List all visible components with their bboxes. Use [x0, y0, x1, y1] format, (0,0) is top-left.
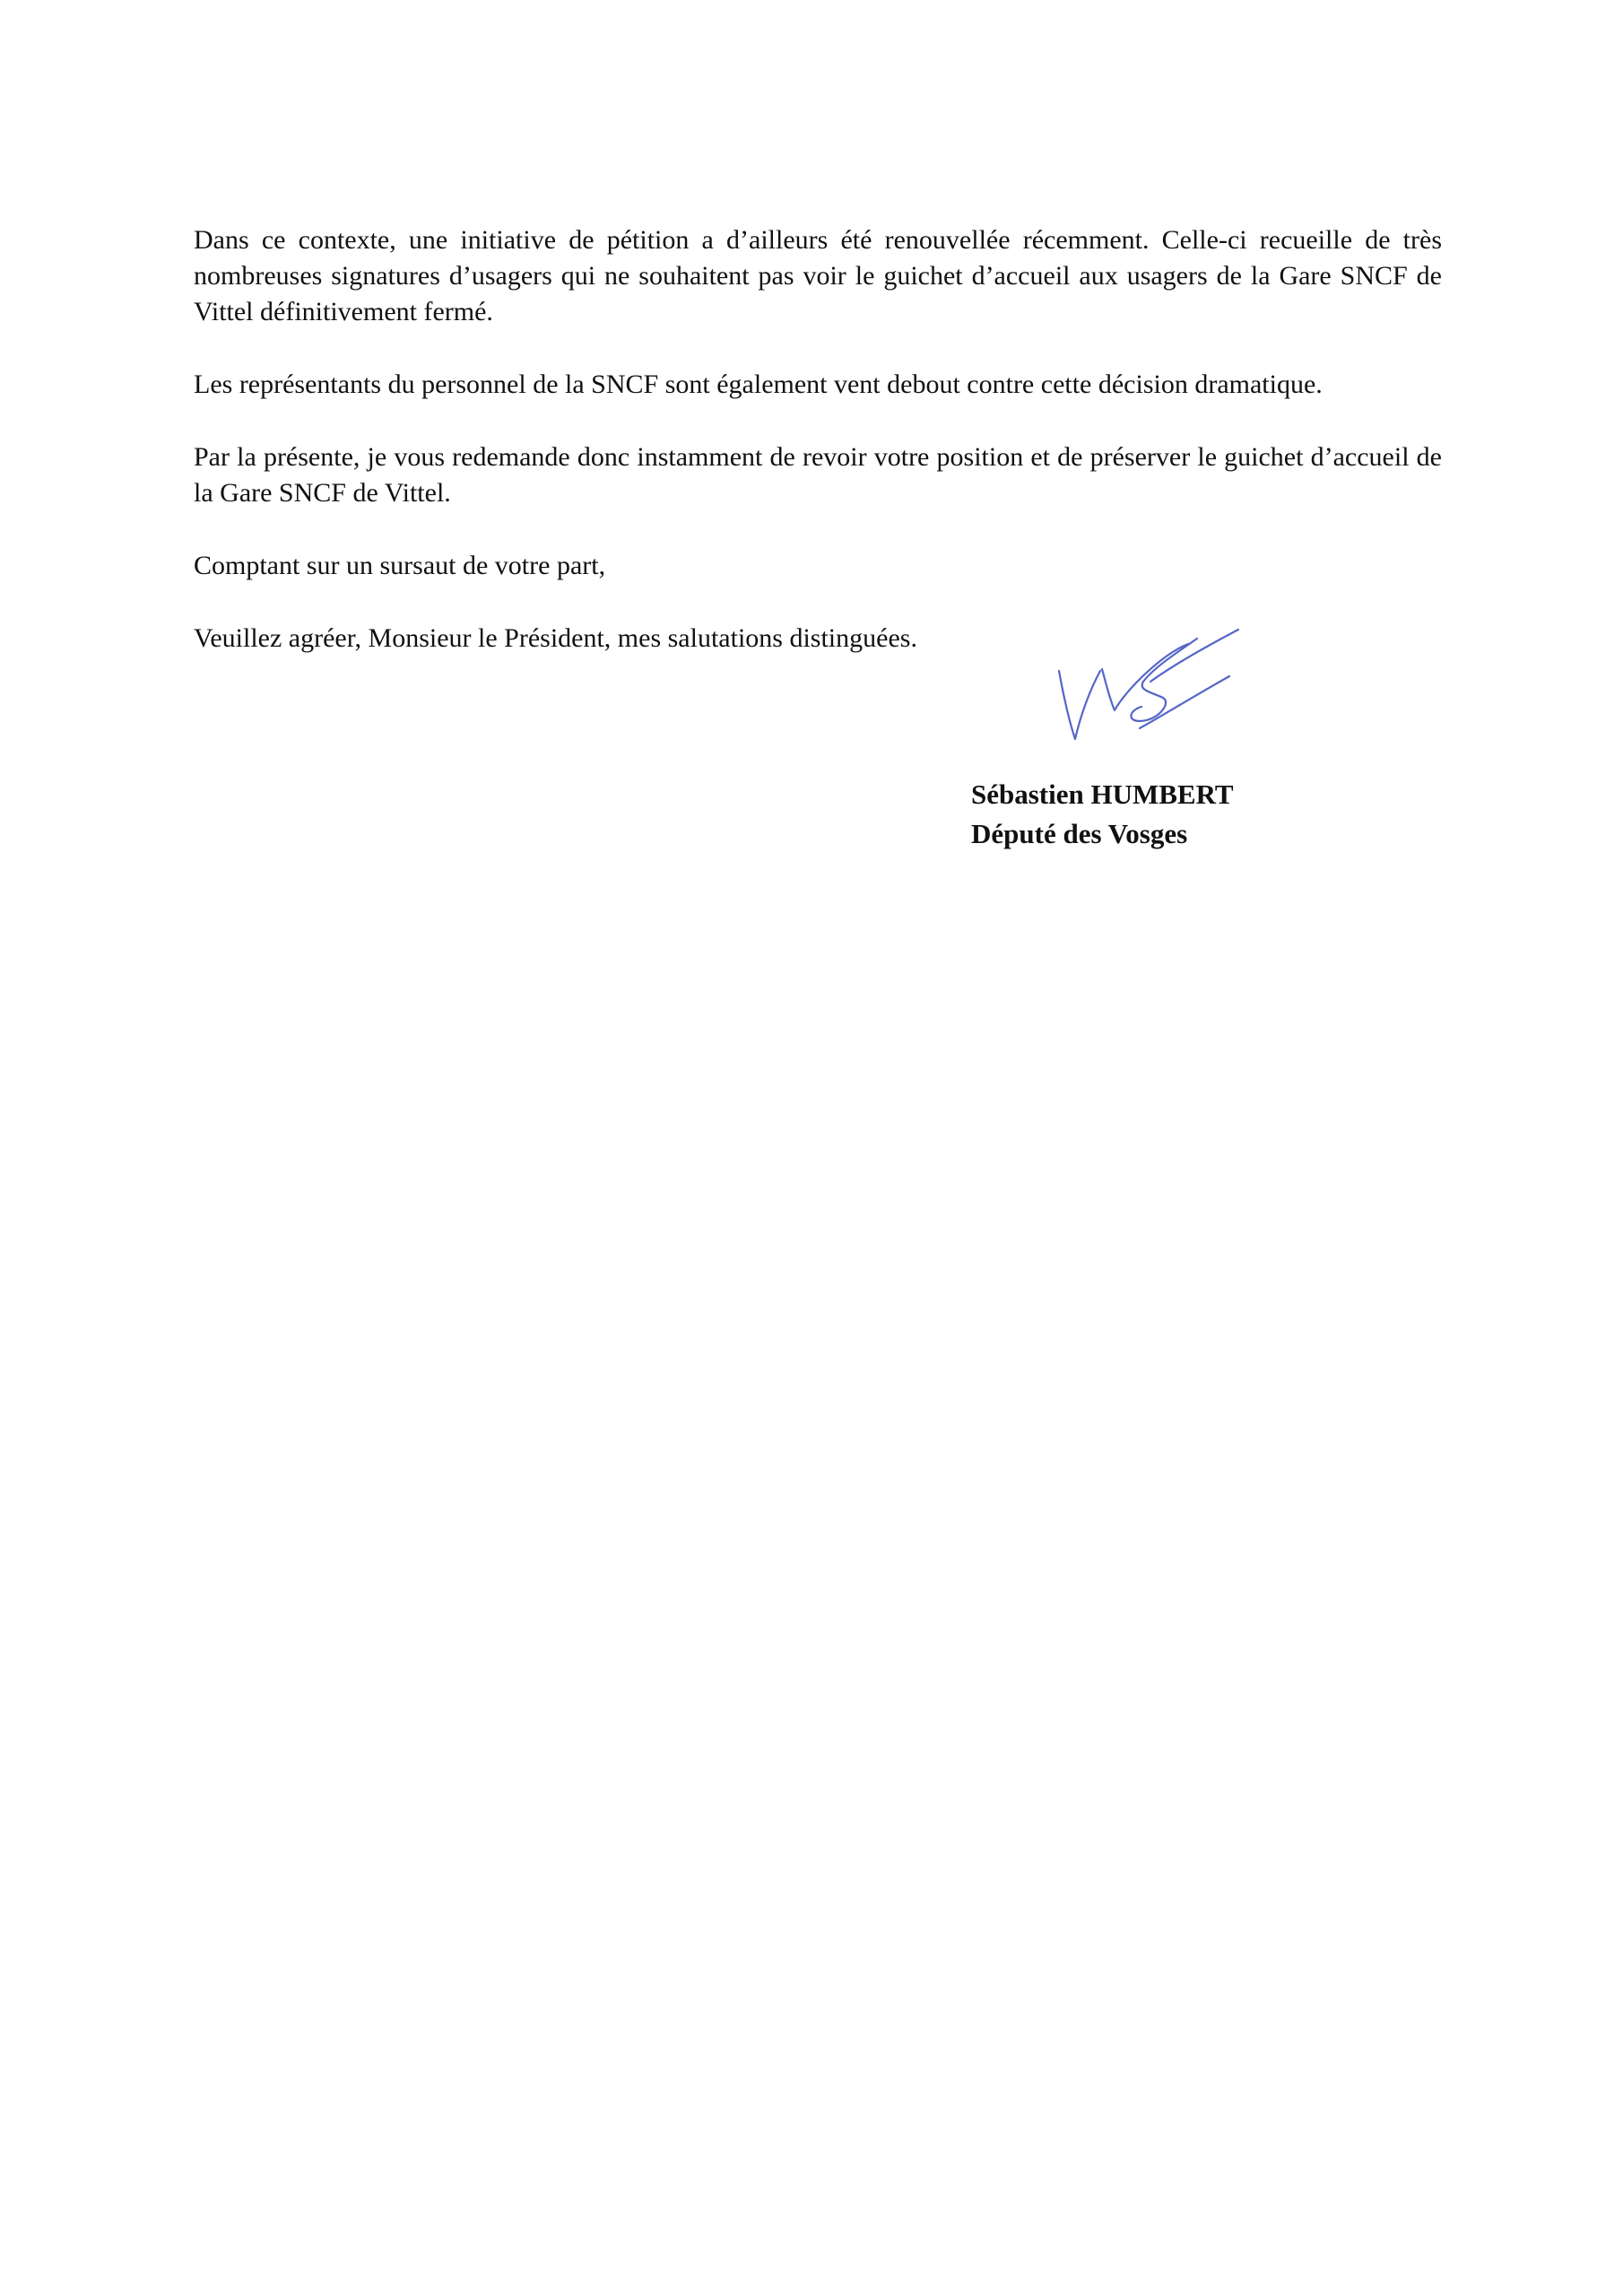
handwritten-signature: [1054, 628, 1251, 753]
signatory-name: Sébastien HUMBERT: [971, 778, 1234, 810]
paragraph-petition: Dans ce contexte, une initiative de pétition a d’ailleurs été renouvellée récemment. Celle-ci recueille de très nombreuses signatures d’usagers qui ne souhaitent pas voir le guichet d’accueil aux usagers de la Gare SNCF de Vittel définitivement fermé.: [194, 225, 1442, 326]
signatory-title: Député des Vosges: [971, 818, 1188, 849]
letter-body: [194, 222, 1442, 693]
paragraph-salutation: Veuillez agréer, Monsieur le Président, mes salutations distinguées.: [194, 623, 917, 653]
paragraph-request: Par la présente, je vous redemande donc instamment de revoir votre position et de préserver le guichet d’accueil de la Gare SNCF de Vittel.: [194, 442, 1442, 508]
paragraph-closing: Comptant sur un sursaut de votre part,: [194, 551, 606, 580]
paragraph-staff: Les représentants du personnel de la SNCF sont également vent debout contre cette décision dramatique.: [194, 370, 1323, 399]
signatory-block: [971, 775, 1234, 854]
